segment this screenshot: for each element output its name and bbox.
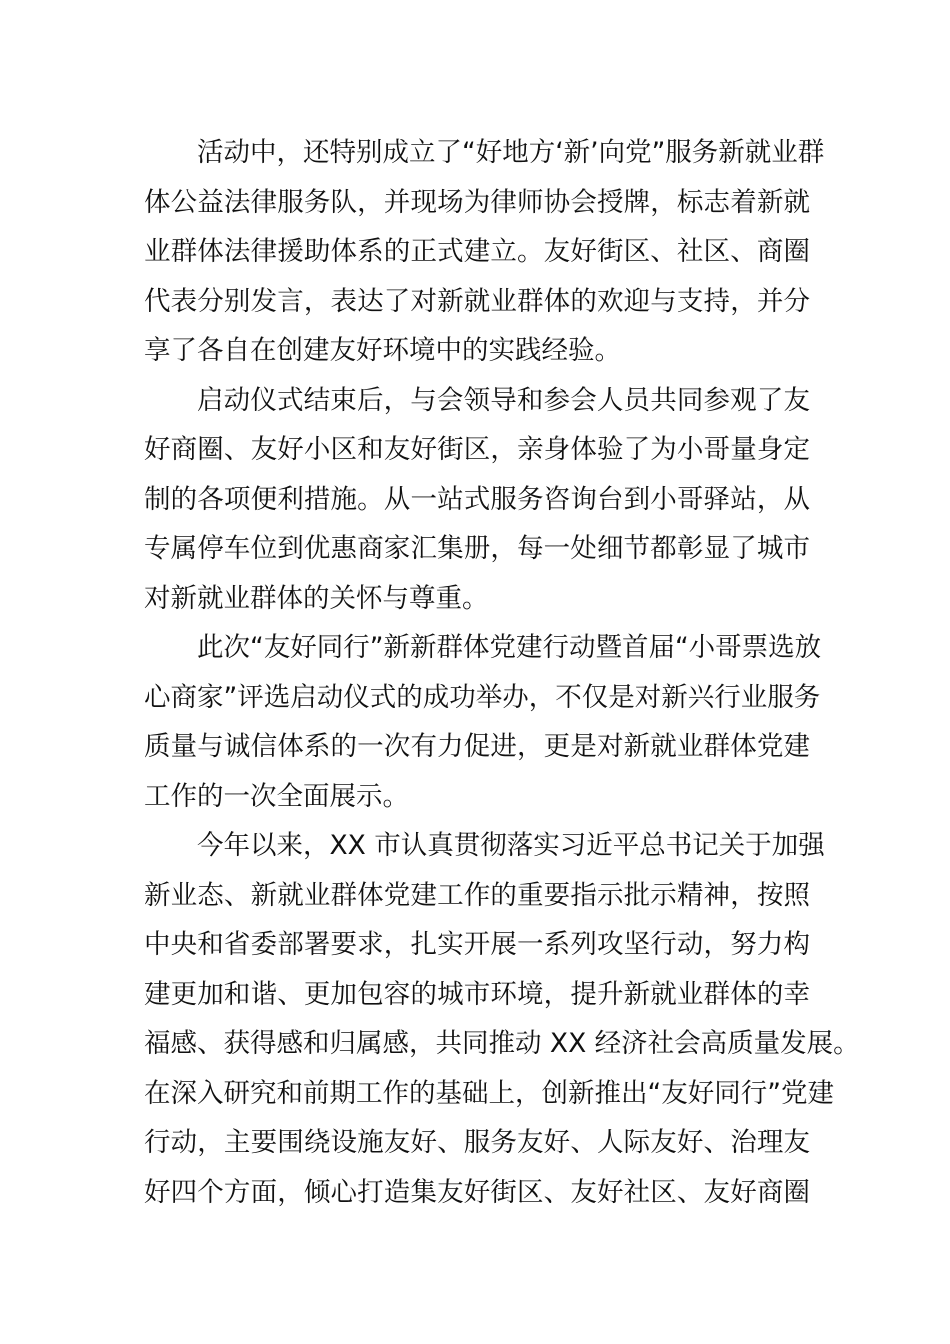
- text-line: 心商家”评选启动仪式的成功举办，不仅是对新兴行业服务: [144, 681, 821, 713]
- text-line: 福感、获得感和归属感，共同推动 XX 经济社会高质量发展。: [144, 1028, 860, 1059]
- paragraph-1: [144, 128, 825, 376]
- text-line: 好商圈、友好小区和友好街区，亲身体验了为小哥量身定: [144, 434, 810, 465]
- paragraph-2: [144, 376, 810, 624]
- text-line: 今年以来，XX 市认真贯彻落实习近平总书记关于加强: [197, 830, 825, 861]
- document-body: [144, 128, 860, 1217]
- paragraph-3: [144, 623, 822, 821]
- text-line: 启动仪式结束后，与会领导和参会人员共同参观了友: [197, 384, 810, 416]
- text-line: 工作的一次全面展示。: [144, 780, 409, 812]
- text-line: 对新就业群体的关怀与尊重。: [144, 582, 489, 614]
- text-line: 制的各项便利措施。从一站式服务咨询台到小哥驿站，从: [144, 483, 810, 515]
- text-line: 专属停车位到优惠商家汇集册，每一处细节都彰显了城市: [144, 533, 810, 564]
- text-line: 此次“友好同行”新新群体党建行动暨首届“小哥票选放: [197, 632, 822, 663]
- text-line: 享了各自在创建友好环境中的实践经验。: [144, 335, 621, 366]
- text-line: 好四个方面，倾心打造集友好街区、友好社区、友好商圈: [144, 1176, 810, 1208]
- text-line: 建更加和谐、更加包容的城市环境，提升新就业群体的幸: [144, 978, 810, 1010]
- text-line: 业群体法律援助体系的正式建立。友好街区、社区、商圈: [144, 236, 810, 267]
- text-line: 代表分别发言，表达了对新就业群体的欢迎与支持，并分: [144, 285, 810, 317]
- text-line: 活动中，还特别成立了“好地方‘新’向党”服务新就业群: [197, 137, 825, 168]
- text-line: 体公益法律服务队，并现场为律师协会授牌，标志着新就: [144, 186, 810, 218]
- text-line: 新业态、新就业群体党建工作的重要指示批示精神，按照: [144, 879, 810, 911]
- text-line: 在深入研究和前期工作的基础上，创新推出“友好同行”党建: [144, 1077, 834, 1109]
- text-line: 行动，主要围绕设施友好、服务友好、人际友好、治理友: [144, 1127, 810, 1158]
- paragraph-4: [144, 821, 860, 1217]
- text-line: 中央和省委部署要求，扎实开展一系列攻坚行动，努力构: [144, 929, 810, 960]
- text-line: 质量与诚信体系的一次有力促进，更是对新就业群体党建: [144, 731, 810, 762]
